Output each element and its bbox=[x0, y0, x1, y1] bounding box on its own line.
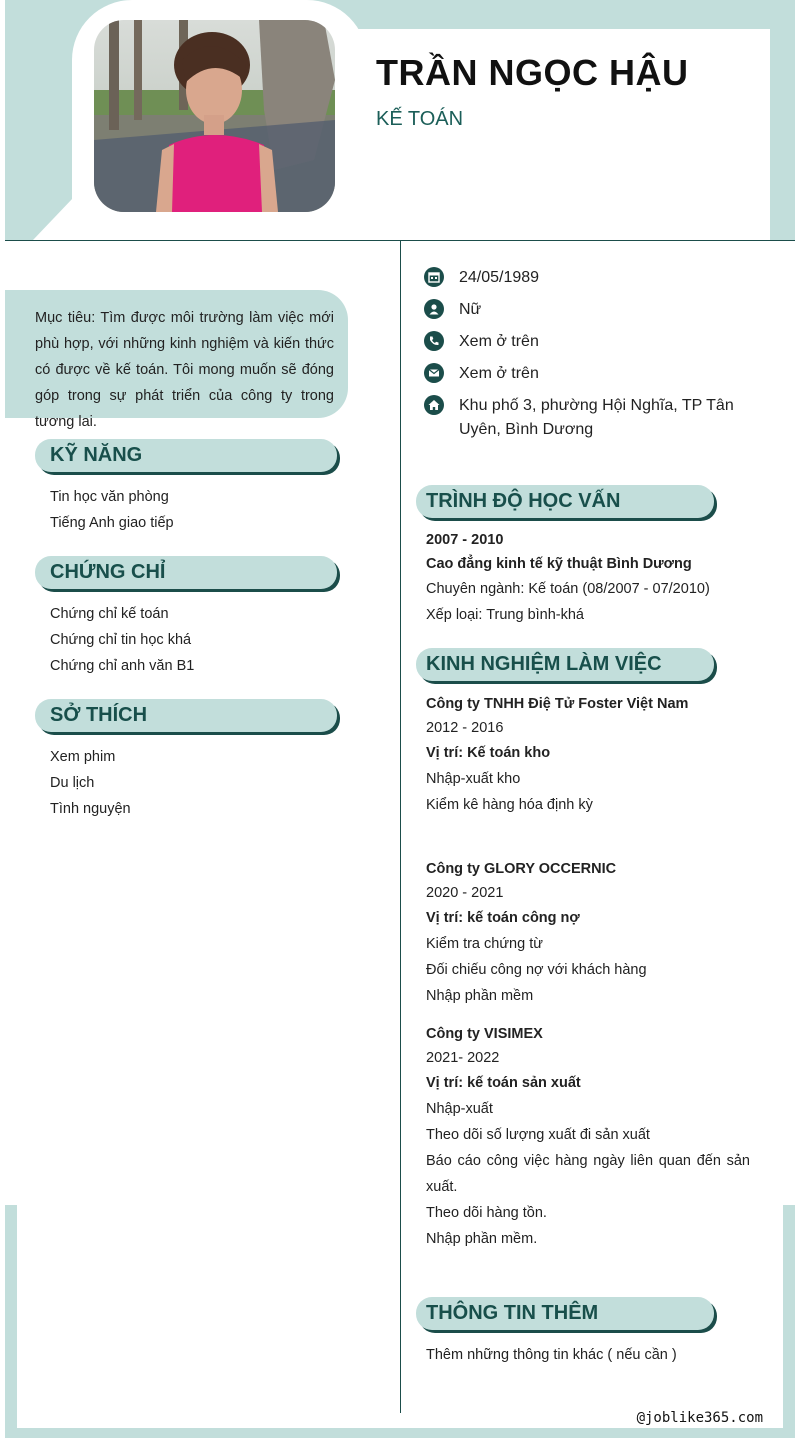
frame-left bbox=[5, 1205, 17, 1438]
extra-heading: THÔNG TIN THÊM bbox=[416, 1297, 714, 1330]
contact-email bbox=[424, 362, 539, 386]
certificates-list bbox=[50, 601, 194, 679]
job-entry bbox=[426, 1022, 750, 1252]
job-entry bbox=[426, 692, 751, 818]
list-item: Tin học văn phòng bbox=[50, 489, 169, 505]
job-company: Công ty TNHH Điệ Tử Foster Việt Nam bbox=[426, 696, 689, 712]
skills-heading: KỸ NĂNG bbox=[35, 439, 337, 472]
footer-watermark: @joblike365.com bbox=[636, 1410, 763, 1426]
address-text: Khu phố 3, phường Hội Nghĩa, TP Tân Uyên, Bình Dương bbox=[459, 397, 734, 438]
frame-right bbox=[783, 1205, 795, 1438]
experience-heading: KINH NGHIỆM LÀM VIỆC bbox=[416, 648, 714, 681]
contact-gender bbox=[424, 298, 481, 322]
job-period: 2012 - 2016 bbox=[426, 720, 504, 736]
hobbies-heading: SỞ THÍCH bbox=[35, 699, 337, 732]
list-item: Tình nguyện bbox=[50, 801, 131, 817]
phone-text: Xem ở trên bbox=[459, 333, 539, 350]
education-school: Cao đẳng kinh tế kỹ thuật Bình Dương bbox=[426, 556, 692, 572]
education-section bbox=[426, 528, 751, 628]
gender-text: Nữ bbox=[459, 301, 482, 318]
job-company: Công ty GLORY OCCERNIC bbox=[426, 861, 617, 877]
job-title: KẾ TOÁN bbox=[376, 108, 464, 130]
list-item: Tiếng Anh giao tiếp bbox=[50, 515, 174, 531]
job-entry bbox=[426, 857, 751, 1009]
column-divider bbox=[400, 241, 401, 1413]
job-position: Vị trí: kế toán sản xuất bbox=[426, 1075, 581, 1091]
list-item: Du lịch bbox=[50, 775, 95, 791]
job-period: 2020 - 2021 bbox=[426, 885, 504, 901]
list-item: Chứng chỉ anh văn B1 bbox=[50, 658, 195, 674]
education-period: 2007 - 2010 bbox=[426, 532, 504, 548]
job-position: Vị trí: kế toán công nợ bbox=[426, 910, 580, 926]
phone-icon bbox=[424, 331, 444, 351]
list-item: Chứng chỉ kế toán bbox=[50, 606, 169, 622]
job-period: 2021- 2022 bbox=[426, 1050, 500, 1066]
home-icon bbox=[424, 395, 444, 415]
job-task: Nhập-xuất kho bbox=[426, 771, 521, 787]
job-task: Nhập-xuất bbox=[426, 1101, 493, 1117]
objective-text: Mục tiêu: Tìm được môi trường làm việc mới phù hợp, với những kinh nghiệm và kiến thức có được về kế toán. Tôi mong muốn sẽ đóng góp trong sự phát triển của công ty trong tương lai. bbox=[35, 310, 334, 430]
email-text: Xem ở trên bbox=[459, 365, 539, 382]
extra-section bbox=[426, 1342, 751, 1368]
mail-icon bbox=[424, 363, 444, 383]
education-major: Chuyên ngành: Kế toán (08/2007 - 07/2010) bbox=[426, 581, 710, 597]
hobbies-list bbox=[50, 744, 131, 822]
education-grade: Xếp loại: Trung bình-khá bbox=[426, 607, 584, 623]
job-task: Kiểm kê hàng hóa định kỳ bbox=[426, 797, 593, 813]
contact-birthday bbox=[424, 266, 539, 290]
job-task: Kiểm tra chứng từ bbox=[426, 936, 543, 952]
profile-photo bbox=[94, 20, 335, 212]
candidate-name: TRẦN NGỌC HẬU bbox=[376, 52, 689, 93]
job-task: Theo dõi số lượng xuất đi sản xuất bbox=[426, 1127, 650, 1143]
job-position: Vị trí: Kế toán kho bbox=[426, 745, 551, 761]
education-heading: TRÌNH ĐỘ HỌC VẤN bbox=[416, 485, 714, 518]
list-item: Xem phim bbox=[50, 749, 116, 765]
job-task: Theo dõi hàng tồn. bbox=[426, 1205, 547, 1221]
extra-text: Thêm những thông tin khác ( nếu cần ) bbox=[426, 1347, 677, 1363]
certificates-heading: CHỨNG CHỈ bbox=[35, 556, 337, 589]
list-item: Chứng chỉ tin học khá bbox=[50, 632, 192, 648]
user-icon bbox=[424, 299, 444, 319]
calendar-icon bbox=[424, 267, 444, 287]
job-task: Đối chiếu công nợ với khách hàng bbox=[426, 962, 647, 978]
skills-list bbox=[50, 484, 174, 536]
frame-bottom bbox=[5, 1428, 795, 1438]
job-task: Nhập phần mềm. bbox=[426, 1231, 538, 1247]
contact-address bbox=[424, 394, 774, 442]
photo-frame-tail bbox=[33, 198, 73, 240]
objective-box bbox=[5, 290, 348, 430]
contact-phone bbox=[424, 330, 539, 354]
job-task: Báo cáo công việc hàng ngày liên quan đến sản xuất. bbox=[426, 1153, 750, 1195]
birthday-text: 24/05/1989 bbox=[459, 269, 540, 286]
job-company: Công ty VISIMEX bbox=[426, 1026, 543, 1042]
job-task: Nhập phần mềm bbox=[426, 988, 534, 1004]
